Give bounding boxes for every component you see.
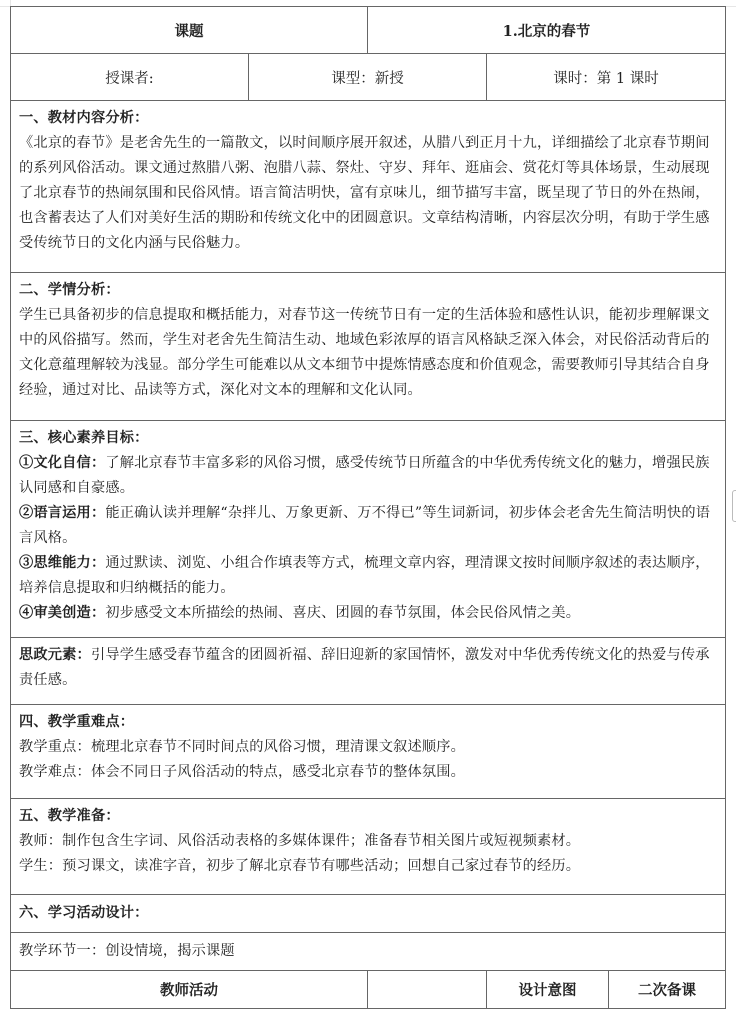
section-heading: 四、教学重难点： bbox=[19, 714, 135, 730]
topic-row bbox=[11, 7, 726, 54]
goal-label: ②语言运用： bbox=[19, 505, 106, 521]
goal-label: ④审美创造： bbox=[19, 605, 106, 621]
scroll-side-handle[interactable] bbox=[732, 490, 736, 522]
section-body: 学生已具备初步的信息提取和概括能力，对春节这一传统节日有一定的生活体验和感性认识，能初步理解课文中的风俗描写。然而，学生对老舍先生简洁生动、地域色彩浓厚的语言风格缺乏深入体会，对民俗活动背后的文化意蕴理解较为浅显。部分学生可能难以从文本细节中提炼情感态度和价值观念，需要教师引导其结合自身经验，通过对比、品读等方式，深化对文本的理解和文化认同。 bbox=[19, 307, 710, 398]
ideology-body: 引导学生感受春节蕴含的团圆祈福、辞旧迎新的家国情怀，激发对中华优秀传统文化的热爱与传承责任感。 bbox=[19, 647, 710, 688]
section-body: 《北京的春节》是老舍先生的一篇散文，以时间顺序展开叙述，从腊八到正月十九，详细描绘了北京春节期间的系列风俗活动。课文通过熬腊八粥、泡腊八蒜、祭灶、守岁、拜年、逛庙会、赏花灯等具体场景，生动展现了北京春节的热闹氛围和民俗风情。语言简洁明快，富有京味儿，细节描写丰富，既呈现了节日的外在热闹，也含蓄表达了人们对美好生活的期盼和传统文化中的团圆意识。文章结构清晰，内容层次分明，有助于学生感受传统节日的文化内涵与民俗魅力。 bbox=[19, 135, 710, 251]
goal-text: 了解北京春节丰富多彩的风俗习惯，感受传统节日所蕴含的中华优秀传统文化的魅力，增强民族认同感和自豪感。 bbox=[19, 455, 710, 496]
goal-text: 能正确认读并理解“杂拌儿、万象更新、万不得已”等生词新词，初步体会老舍先生简洁明快的语言风格。 bbox=[19, 505, 711, 546]
column-design-intent: 设计意图 bbox=[487, 971, 609, 1009]
column-second-prep: 二次备课 bbox=[609, 971, 726, 1009]
core-goals-section bbox=[11, 421, 726, 638]
material-analysis-row bbox=[11, 101, 726, 273]
goal-text: 通过默读、浏览、小组合作填表等方式，梳理文章内容，理清课文按时间顺序叙述的表达顺序，培养信息提取和归纳概括的能力。 bbox=[19, 555, 710, 596]
student-analysis-row bbox=[11, 273, 726, 421]
step-row bbox=[11, 933, 726, 971]
topic-value: 1.北京的春节 bbox=[368, 7, 726, 54]
column-student-activity-left bbox=[368, 971, 487, 1009]
goal-item bbox=[19, 451, 717, 501]
teacher-label: 授课者: bbox=[11, 54, 249, 101]
section-heading: 一、教材内容分析： bbox=[19, 110, 149, 126]
meta-row bbox=[11, 54, 726, 101]
student-analysis-section bbox=[11, 273, 726, 421]
preparation-row bbox=[11, 799, 726, 895]
key-points-section bbox=[11, 705, 726, 799]
goal-item bbox=[19, 601, 717, 626]
material-analysis-section bbox=[11, 101, 726, 273]
goal-item bbox=[19, 551, 717, 601]
activity-columns-header bbox=[11, 971, 726, 1009]
section-heading: 五、教学准备： bbox=[19, 808, 120, 824]
activities-heading bbox=[11, 895, 726, 933]
section-heading: 二、学情分析： bbox=[19, 282, 120, 298]
student-preparation: 学生：预习课文，读准字音，初步了解北京春节有哪些活动；回想自己家过春节的经历。 bbox=[19, 858, 581, 874]
ideology-section bbox=[11, 638, 726, 705]
core-goals-row bbox=[11, 421, 726, 638]
teacher-preparation: 教师：制作包含生字词、风俗活动表格的多媒体课件；准备春节相关图片或短视频素材。 bbox=[19, 833, 581, 849]
section-heading: 六、学习活动设计： bbox=[19, 904, 149, 921]
activities-heading-row bbox=[11, 895, 726, 933]
teaching-step-1: 教学环节一：创设情境，揭示课题 bbox=[11, 933, 726, 971]
topic-label: 课题 bbox=[11, 7, 368, 54]
goal-label: ①文化自信： bbox=[19, 455, 106, 471]
teaching-difficulty: 教学难点：体会不同日子风俗活动的特点，感受北京春节的整体氛围。 bbox=[19, 764, 466, 780]
column-teacher-activity: 教师活动 bbox=[11, 971, 368, 1009]
key-points-row bbox=[11, 705, 726, 799]
section-heading: 三、核心素养目标： bbox=[19, 430, 149, 446]
ideology-text bbox=[19, 643, 717, 693]
ideology-row bbox=[11, 638, 726, 705]
lesson-plan-table bbox=[10, 6, 726, 1009]
goal-text: 初步感受文本所描绘的热闹、喜庆、团圆的春节氛围，体会民俗风情之美。 bbox=[105, 605, 581, 621]
ideology-label: 思政元素： bbox=[19, 647, 91, 663]
teaching-focus: 教学重点：梳理北京春节不同时间点的风俗习惯，理清课文叙述顺序。 bbox=[19, 739, 466, 755]
lesson-period: 课时：第 1 课时 bbox=[487, 54, 726, 101]
lesson-type: 课型：新授 bbox=[249, 54, 487, 101]
goal-item bbox=[19, 501, 717, 551]
preparation-section bbox=[11, 799, 726, 895]
goal-label: ③思维能力： bbox=[19, 555, 106, 571]
